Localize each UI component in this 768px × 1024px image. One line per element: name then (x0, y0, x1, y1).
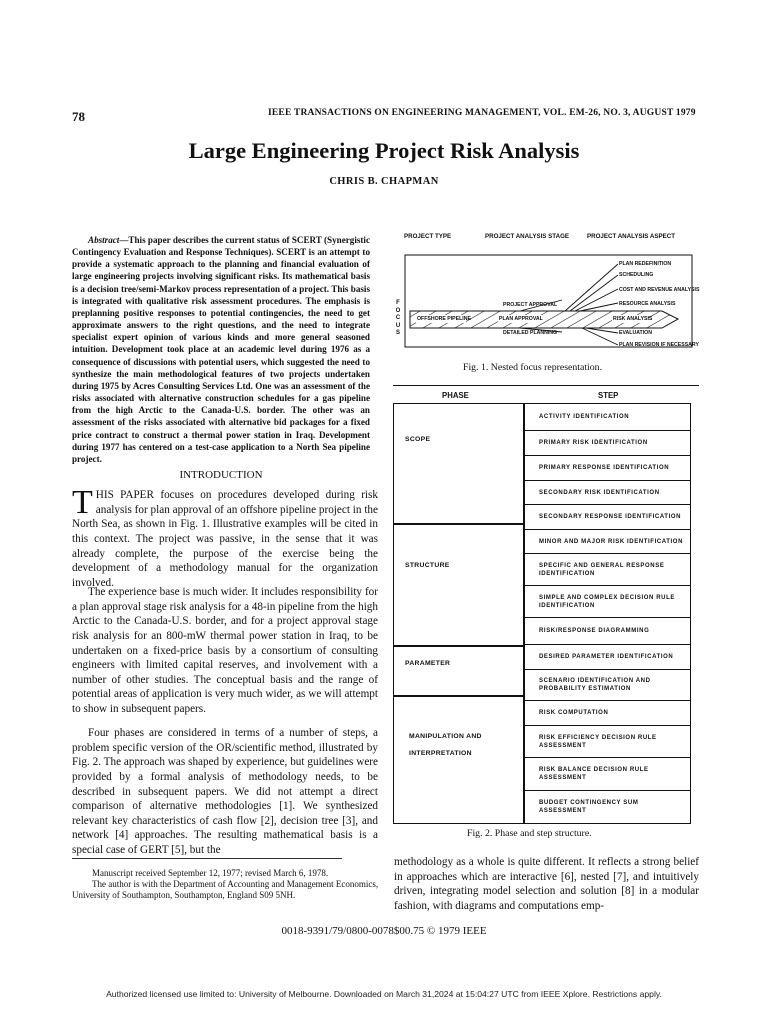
phase-box-manipulation (393, 696, 524, 824)
fig1-line-aspect-1 (565, 264, 618, 311)
intro-paragraph-1 (72, 484, 378, 590)
fig2-caption: Fig. 2. Phase and step structure. (467, 828, 592, 839)
step-box (524, 644, 691, 670)
step-box (524, 403, 691, 431)
focus-letter-c: C (395, 315, 401, 321)
phase-label-manipulation: MANIPULATION AND (409, 733, 482, 740)
footnote-received: Manuscript received September 12, 1977; revised March 6, 1978. (92, 868, 329, 878)
step-activity-identification: ACTIVITY IDENTIFICATION (539, 414, 630, 420)
fig1-focus-vertical (395, 300, 401, 338)
phase-label-structure: STRUCTURE (405, 562, 450, 569)
fig1-offshore-label: OFFSHORE PIPELINE (417, 316, 471, 322)
phase-label-parameter: PARAMETER (405, 660, 451, 667)
abstract (72, 234, 370, 465)
abstract-lead: Abstract (88, 235, 120, 245)
focus-letter-o: O (395, 307, 401, 314)
running-head: IEEE TRANSACTIONS ON ENGINEERING MANAGEMENT, VOL. EM-26, NO. 3, AUGUST 1979 (268, 108, 696, 118)
step-desired-parameter: DESIRED PARAMETER IDENTIFICATION (539, 654, 674, 660)
fig1-plan-approval-label: PLAN APPROVAL (499, 316, 543, 322)
fig2-top-rule (393, 385, 699, 386)
step-risk-efficiency: RISK EFFICIENCY DECISION RULE ASSESSMENT (539, 734, 657, 749)
fig1-col-aspect: PROJECT ANALYSIS ASPECT (587, 233, 676, 240)
intro-paragraph-3: Four phases are considered in terms of a number of steps, a problem specific version of the OR/scientific method, illustrated by Fig. 2. The approach was shaped by experience, but guidelines were provided by a formal analysis of methodology needs, to be described in subsequent papers. We did not attempt a direct comparison of alternative methodologies [1]. We synthesized relevant key characteristics of cash flow [2], decision tree [3], and network [4] approaches. The resulting mathematical basis is a special case of GERT [5], but the (72, 727, 378, 856)
step-box (524, 585, 691, 618)
step-risk-balance: RISK BALANCE DECISION RULE ASSESSMENT (539, 767, 649, 781)
step-primary-risk: PRIMARY RISK IDENTIFICATION (539, 440, 648, 446)
step-risk-computation: RISK COMPUTATION (539, 710, 609, 716)
step-minor-major-risk: MINOR AND MAJOR RISK IDENTIFICATION (539, 538, 683, 545)
fig1-aspect-resource: RESOURCE ANALYSIS (619, 301, 676, 307)
step-box (524, 504, 691, 530)
step-box (524, 480, 691, 505)
license-notice: Authorized licensed use limited to: University of Melbourne. Downloaded on March 31,2024 at 15:04:27 UTC from IEEE Xplore. Restrictions apply. (106, 989, 662, 999)
fig1-aspect-scheduling: SCHEDULING (619, 272, 654, 278)
step-specific-general-response: SPECIFIC AND GENERAL RESPONSE IDENTIFICATION (539, 562, 665, 577)
focus-letter-f: F (396, 300, 400, 306)
fig2-col-step: STEP (598, 391, 619, 400)
fig1-line-aspect-4 (580, 303, 618, 311)
phase-label-interpretation: INTERPRETATION (409, 750, 472, 757)
step-box (524, 617, 691, 645)
step-box (524, 790, 691, 824)
step-box (524, 700, 691, 726)
abstract-text: —This paper describes the current status of SCERT (Synergistic Contingency Evaluation and Response Techniques). SCERT is an attempt to provide a systematic approach to the planning and financial evaluation of large engineering projects involving significant risks. Its mathematical basis is a decision tree/semi-Markov process representation of a project. This basis is integrated with qualitative risk assessment procedures. The emphasis is preplanning positive responses to potential contingencies, the need to get approximate answers to the right questions, and the need to integrate specialist expert opinion of various kinds and more general seasoned intuition. Development took place at an academic level during 1976 as a consequence of discussions with potential users, which suggested the need to synthesize the main methodological features of two projects undertaken during 1975 by Acres Consulting Services Ltd. One was an assessment of the risks associated with alternative construction schedules for a gas pipeline from the high Arctic to the Canada-U.S. border. The other was an assessment of the risks associated with alternative bid packages for a fixed price contract to construct a thermal power station in Iraq. Development during 1977 has centered on a test-case application to a North Sea pipeline project. (72, 235, 370, 464)
footnote-affiliation: The author is with the Department of Accounting and Management Economics, University of Southampton, Southampton, England S09 5NH. (72, 879, 379, 900)
fig2-col-phase: PHASE (442, 391, 469, 400)
fig1-risk-analysis-label: RISK ANALYSIS (613, 316, 653, 322)
focus-letter-u: U (395, 322, 401, 329)
footnote (72, 868, 392, 901)
intro-p1-text: HIS PAPER focuses on procedures developed during risk analysis for plan approval of an offshore pipeline project in the North Sea, as shown in Fig. 1. Illustrative examples will be cited in this context. The project was passive, in the sense that it was already complete, the purpose of the exercise being the development of a methodology manual for the organization involved. (72, 489, 378, 589)
step-scenario-probability: SCENARIO IDENTIFICATION AND PROBABILITY ESTIMATION (539, 678, 651, 692)
drop-cap: T (72, 484, 93, 521)
step-box (524, 757, 691, 791)
fig1-aspect-plan-revision: PLAN REVISION IF NECESSARY (619, 342, 699, 348)
step-secondary-response: SECONDARY RESPONSE IDENTIFICATION (539, 514, 682, 520)
step-risk-response-diagramming: RISK/RESPONSE DIAGRAMMING (539, 628, 650, 634)
step-box (524, 725, 691, 758)
phase-box-parameter (393, 646, 524, 696)
page-number: 78 (72, 109, 85, 124)
fig1-stage-detailed-planning: DETAILED PLANNING (503, 330, 558, 336)
step-box (524, 529, 691, 554)
fig1-aspect-cost-revenue: COST AND REVENUE ANALYSIS (619, 287, 700, 293)
step-secondary-risk: SECONDARY RISK IDENTIFICATION (539, 489, 660, 496)
phase-box-structure (393, 524, 524, 646)
step-box (524, 455, 691, 481)
step-decision-rule-identification: SIMPLE AND COMPLEX DECISION RULE IDENTIFICATION (539, 594, 675, 609)
step-primary-response: PRIMARY RESPONSE IDENTIFICATION (539, 465, 670, 471)
phase-box-scope (393, 403, 524, 524)
intro-paragraph-2: The experience base is much wider. It includes responsibility for a plan approval stage risk analysis for a 48-in pipeline from the high Arctic to the Canada-U.S. border, and for a project approval stage risk analysis for an 800-mW thermal power station in Iraq, to be undertaken on a fixed-price basis by a consortium of consulting engineers with limited capital reserves, and involvement with a number of other studies. The conceptual basis and the range of potential areas of application is very much wider, as we will attempt to show in subsequent papers. (72, 586, 378, 715)
step-box (524, 430, 691, 456)
fig1-col-stage: PROJECT ANALYSIS STAGE (485, 233, 570, 240)
step-box (524, 669, 691, 701)
section-heading-introduction: INTRODUCTION (179, 469, 263, 481)
step-budget-contingency: BUDGET CONTINGENCY SUM ASSESSMENT (539, 800, 639, 814)
fig1-caption: Fig. 1. Nested focus representation. (463, 362, 603, 373)
fig1-aspect-plan-redefinition: PLAN REDEFINITION (619, 261, 672, 267)
author-name: CHRIS B. CHAPMAN (329, 176, 439, 187)
fig1-aspect-evaluation: EVALUATION (619, 330, 652, 336)
focus-letter-s: S (395, 330, 400, 336)
phase-label-scope: SCOPE (405, 436, 431, 443)
fig1-col-project-type: PROJECT TYPE (404, 233, 452, 240)
paper-title: Large Engineering Project Risk Analysis (188, 138, 580, 163)
right-column-text: methodology as a whole is quite different. It reflects a strong belief in approaches which are interactive [6], nested [7], and intuitively driven, integrating model selection and solution [8] in a modular fashion, with diagrams and computations emp- (394, 856, 699, 912)
copyright-line: 0018-9391/79/0800-0078$00.75 © 1979 IEEE (281, 925, 487, 937)
footnote-rule (72, 858, 342, 859)
step-box (524, 553, 691, 586)
fig1-stage-project-approval: PROJECT APPROVAL (503, 302, 558, 308)
